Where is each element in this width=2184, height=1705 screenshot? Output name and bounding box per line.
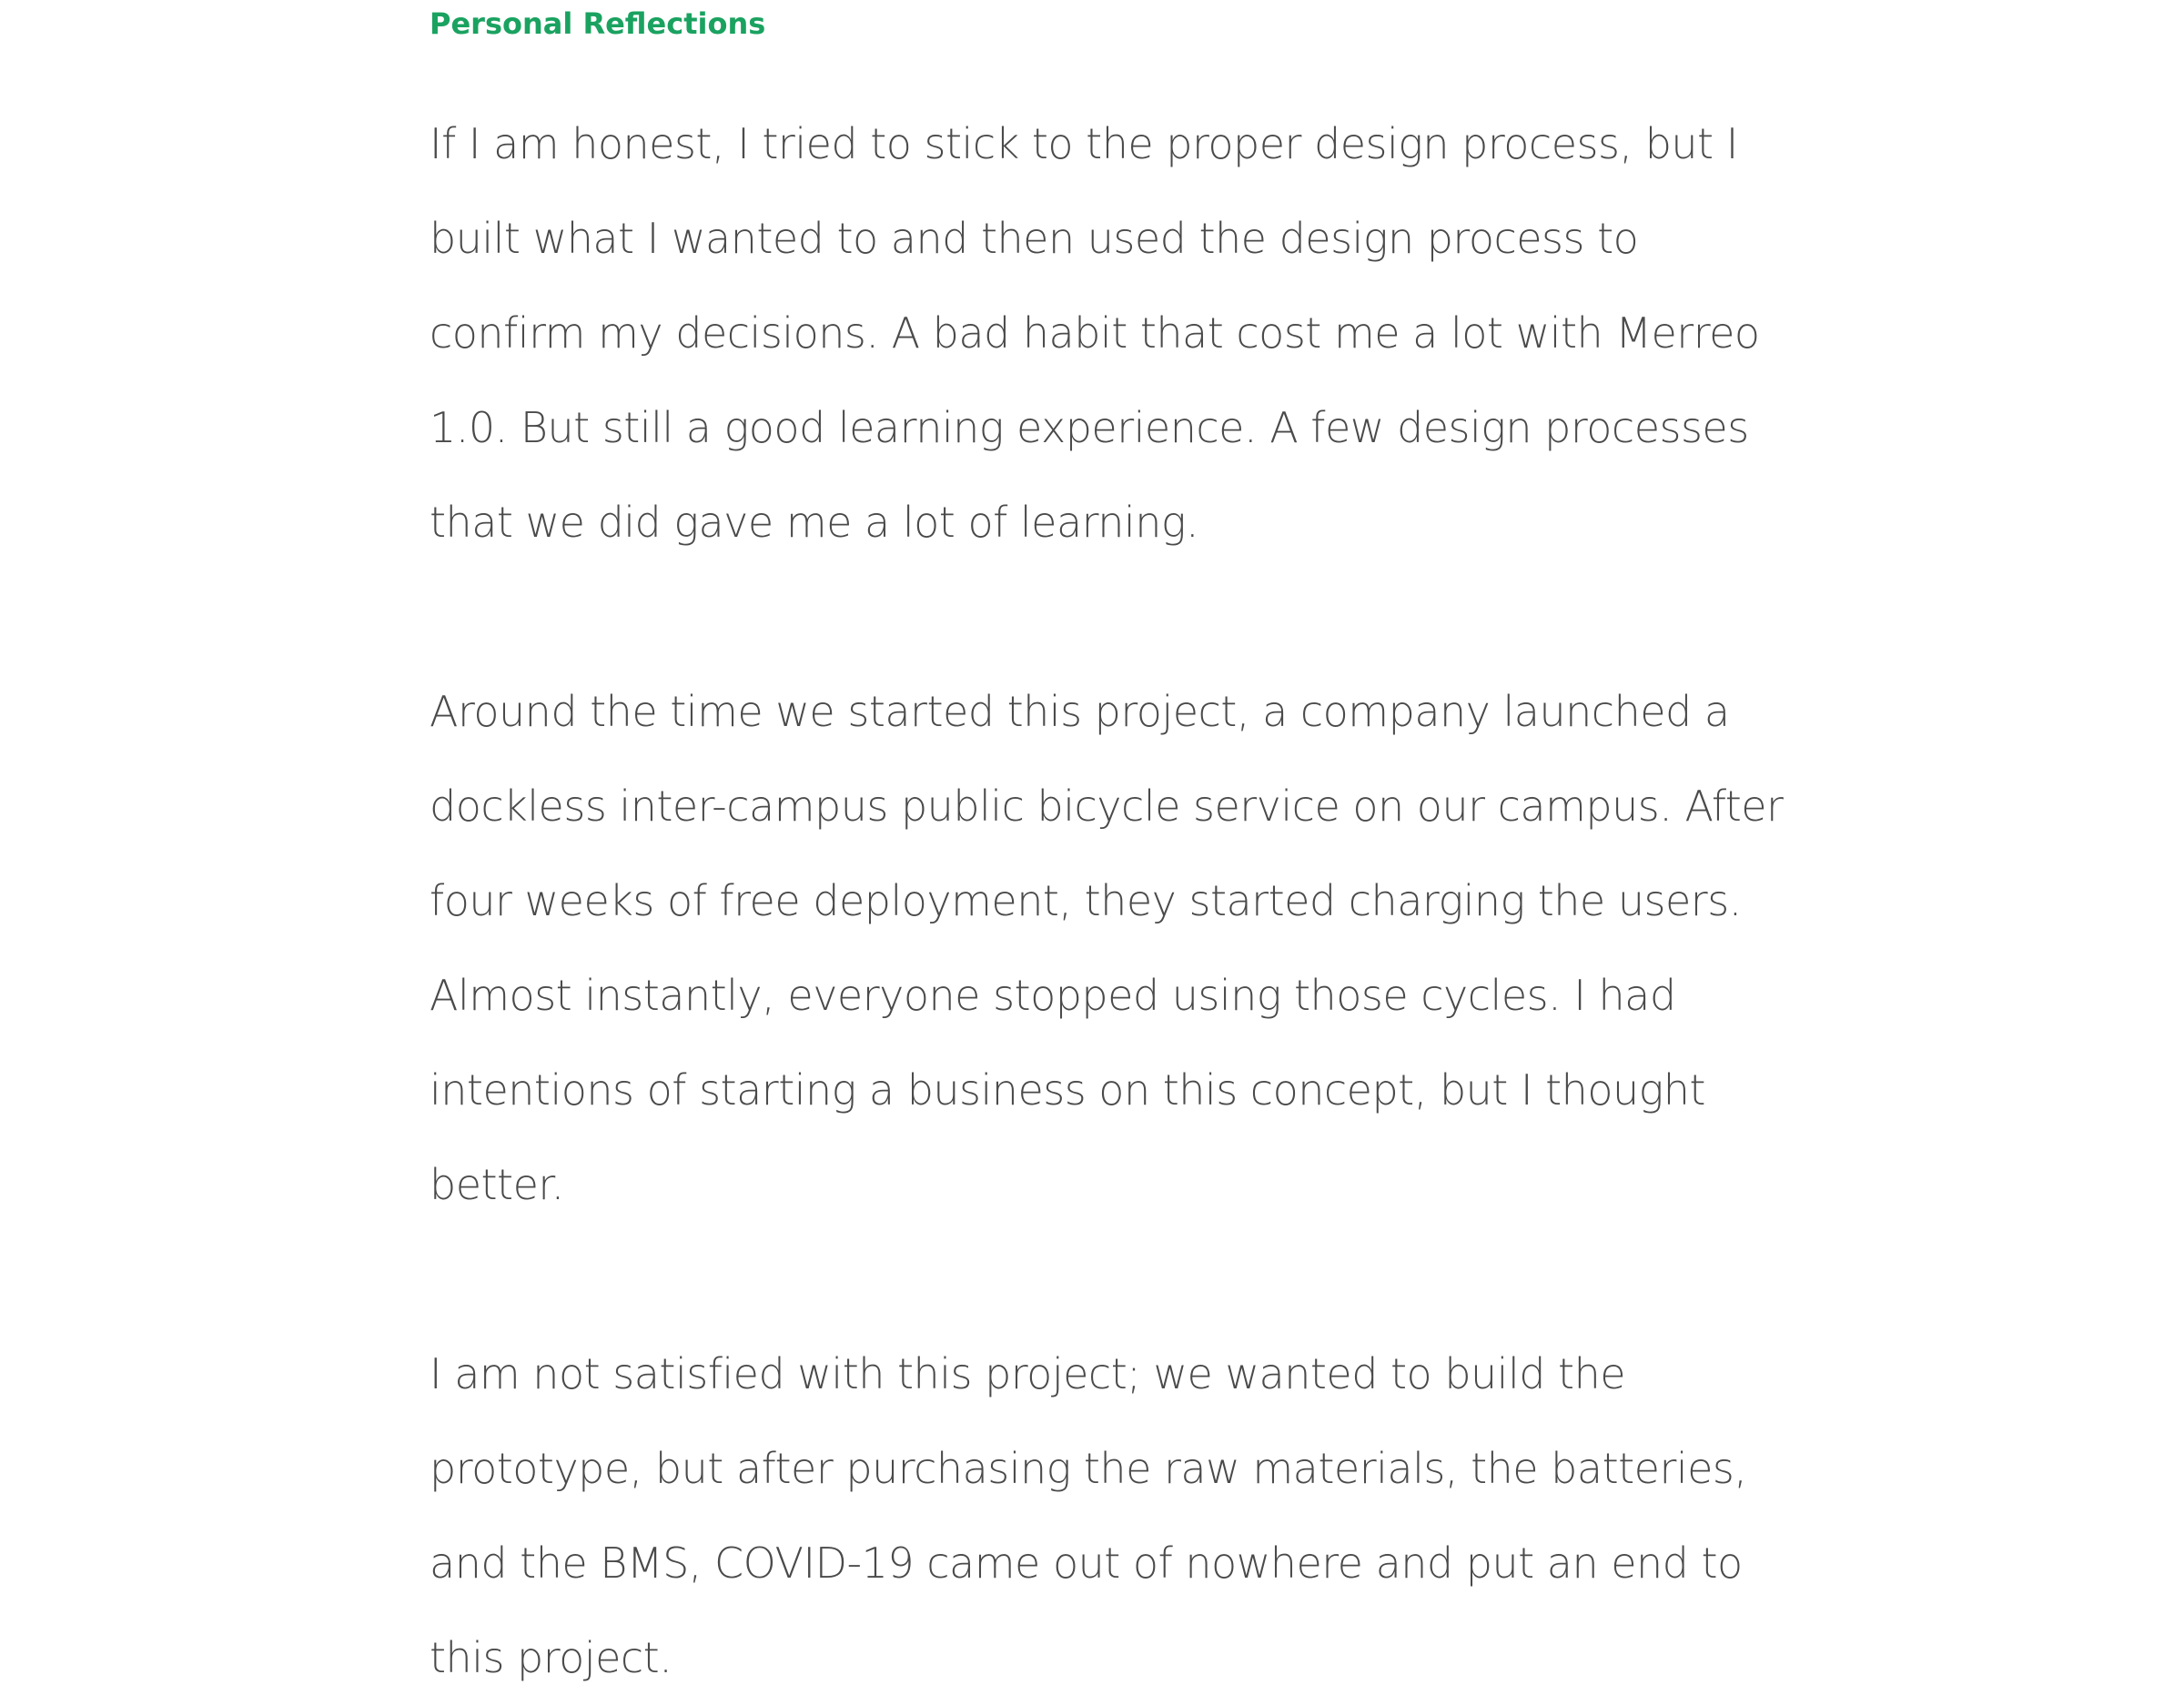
- article-section: [430, 0, 1795, 1705]
- paragraph-covid-end: I am not satisfied with this project; we wanted to build the prototype, but after purchasing the raw materials, the batteries, and the BMS, COVID-19 came out of nowhere and put an end to this project.: [430, 1349, 1747, 1682]
- section-heading: Personal Reflections: [430, 6, 766, 41]
- paragraph-bicycle-service: Around the time we started this project, a company launched a dockless inter-campus public bicycle service on our campus. After four weeks of free deployment, they started charging the users. Almost instantly, everyone stopped using those cycles. I had intentions of starting a business on this concept, but I thought better.: [430, 687, 1784, 1209]
- paragraph-design-process: If I am honest, I tried to stick to the proper design process, but I built what I wanted to and then used the design process to confirm my decisions. A bad habit that cost me a lot with Merreo 1.0. But still a good learning experience. A few design processes that we did gave me a lot of learning.: [430, 119, 1760, 547]
